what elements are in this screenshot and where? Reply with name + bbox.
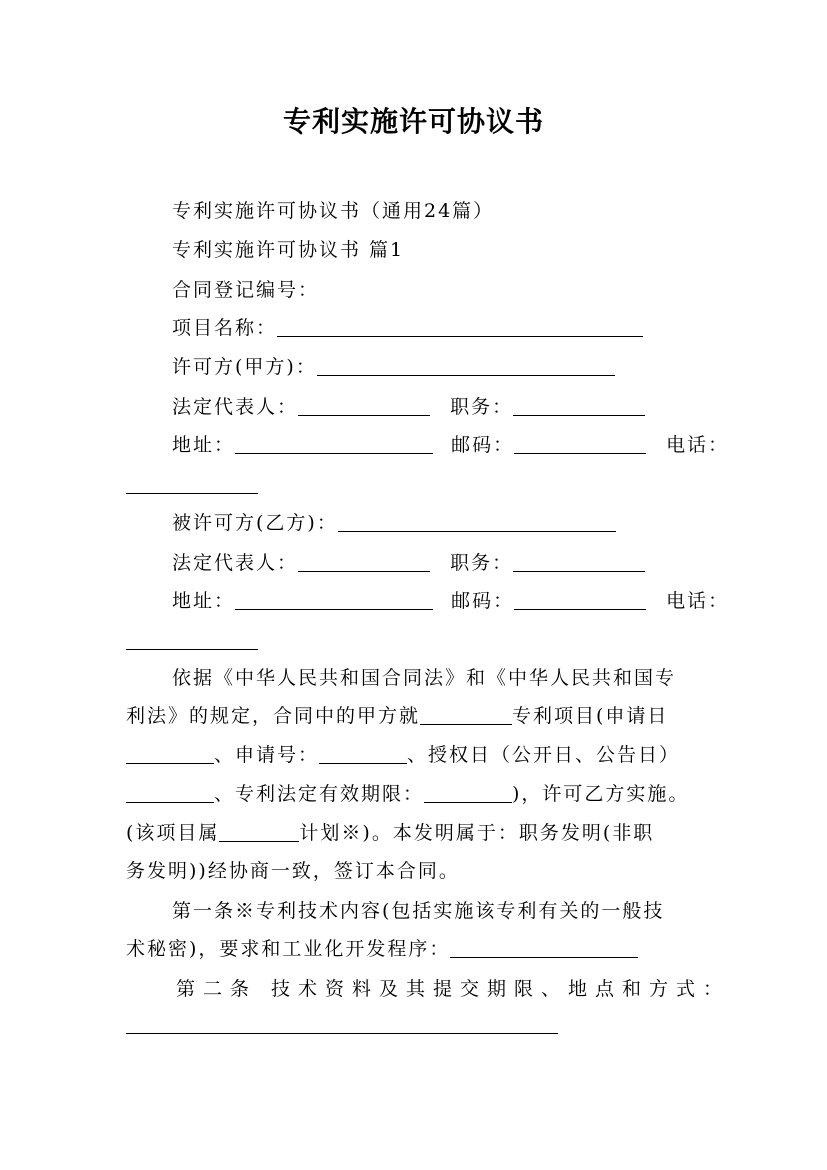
- rep-blank: [298, 547, 430, 572]
- blank-application-number: [319, 739, 407, 764]
- project-name-line: [172, 310, 643, 346]
- position-label: 职务：: [450, 396, 514, 418]
- article-1-line-1: 第一条※专利技术内容(包括实施该专利有关的一般技: [172, 900, 665, 922]
- address-label: 地址：: [172, 434, 236, 456]
- paragraph-1-line-4: [126, 776, 689, 812]
- text-segment: 、申请号：: [214, 744, 320, 766]
- licensee-blank: [338, 507, 616, 532]
- rep-label: 法定代表人：: [172, 396, 299, 418]
- position-blank: [513, 391, 645, 416]
- phone-blank: [126, 469, 258, 494]
- licensor-address-line: [172, 427, 729, 463]
- licensor-blank: [317, 351, 615, 376]
- address-label: 地址：: [172, 590, 236, 612]
- phone-blank: [126, 625, 258, 650]
- postcode-blank: [514, 585, 646, 610]
- blank-validity-period: [424, 778, 512, 803]
- blank-grant-date: [126, 778, 214, 803]
- address-blank: [235, 429, 433, 454]
- paragraph-1-line-1: 依据《中华人民共和国合同法》和《中华人民共和国专: [172, 667, 677, 689]
- postcode-blank: [514, 429, 646, 454]
- phone-continuation: [126, 467, 258, 503]
- position-blank: [513, 547, 645, 572]
- licensor-line: [172, 349, 615, 385]
- text-segment: 、授权日（公开日、公告日）: [407, 744, 681, 766]
- text-segment: 利法》的规定，合同中的甲方就: [126, 705, 421, 727]
- rep-label: 法定代表人：: [172, 552, 299, 574]
- rep-blank: [298, 391, 430, 416]
- licensor-label: 许可方(甲方)：: [172, 356, 317, 378]
- paragraph-1-line-3: [126, 737, 680, 773]
- subtitle-line: 专利实施许可协议书（通用24篇）: [172, 200, 495, 222]
- phone-label: 电话：: [666, 434, 730, 456]
- text-segment: (该项目属: [126, 822, 220, 844]
- document-title: 专利实施许可协议书: [282, 105, 544, 138]
- position-label: 职务：: [450, 552, 514, 574]
- address-blank: [235, 585, 433, 610]
- article-2-blank-line: [126, 1007, 558, 1043]
- article-2-line: 第二条 技术资料及其提交期限、地点和方式：: [176, 978, 731, 1000]
- project-name-label: 项目名称：: [172, 317, 278, 339]
- text-segment: 计划※)。本发明属于：职务发明(非职: [299, 822, 655, 844]
- paragraph-1-line-2: [126, 698, 668, 734]
- blank-patent-item: [420, 700, 512, 725]
- project-name-blank: [277, 312, 643, 337]
- blank-technical-materials: [126, 1009, 558, 1034]
- phone-label: 电话：: [666, 590, 730, 612]
- text-segment: 、专利法定有效期限：: [214, 783, 425, 805]
- part-heading: 专利实施许可协议书 篇1: [172, 239, 405, 261]
- postcode-label: 邮码：: [451, 434, 515, 456]
- licensee-rep-line: [172, 545, 645, 581]
- text-segment: 专利项目(申请日: [512, 705, 669, 727]
- blank-plan: [219, 817, 299, 842]
- text-segment: )，许可乙方实施。: [512, 783, 690, 805]
- licensee-line: [172, 505, 616, 541]
- contract-number-label: 合同登记编号：: [172, 279, 320, 301]
- licensor-rep-line: [172, 389, 645, 425]
- phone-continuation: [126, 623, 258, 659]
- blank-application-date: [126, 739, 214, 764]
- blank-technical-content: [450, 933, 638, 958]
- licensee-address-line: [172, 583, 729, 619]
- article-1-line-2: [126, 931, 638, 967]
- paragraph-1-line-6: 务发明))经协商一致，签订本合同。: [126, 860, 460, 882]
- postcode-label: 邮码：: [451, 590, 515, 612]
- paragraph-1-line-5: [126, 815, 654, 851]
- licensee-label: 被许可方(乙方)：: [172, 512, 338, 534]
- text-segment: 术秘密)，要求和工业化开发程序：: [126, 938, 451, 960]
